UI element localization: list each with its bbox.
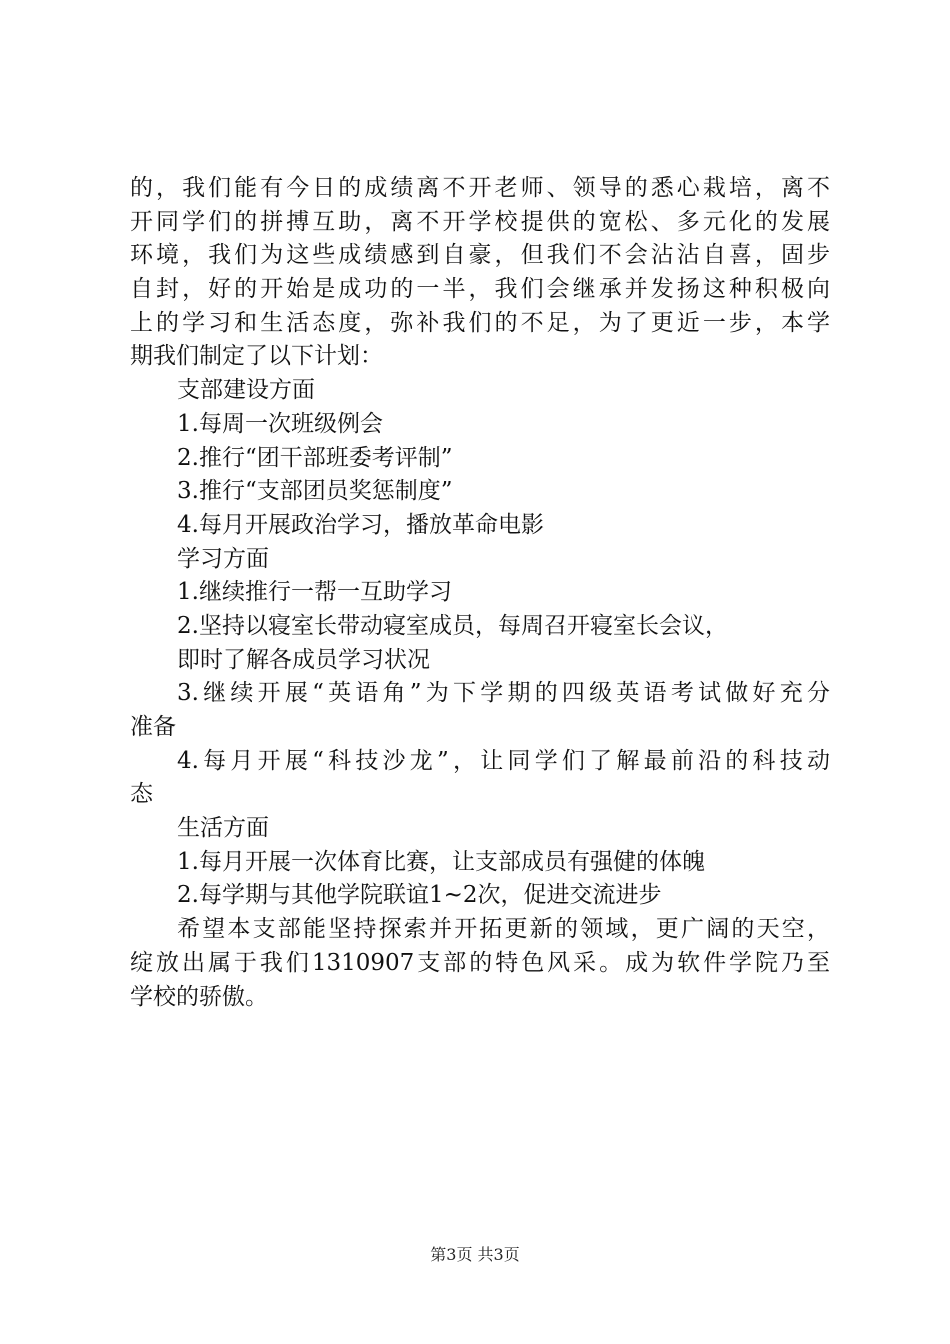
list-item: 2.推行“团干部班委考评制” bbox=[177, 444, 453, 471]
paragraph-line: 期我们制定了以下计划： bbox=[130, 343, 383, 370]
page-number-footer: 第3页 共3页 bbox=[430, 1245, 520, 1264]
closing-paragraph-line: 学校的骄傲。 bbox=[130, 983, 268, 1010]
closing-paragraph-line: 绽放出属于我们1310907支部的特色风采。成为软件学院乃至 bbox=[130, 949, 830, 976]
section-heading-life: 生活方面 bbox=[177, 815, 269, 842]
section-heading-branch-building: 支部建设方面 bbox=[177, 377, 315, 404]
list-item-continuation: 即时了解各成员学习状况 bbox=[177, 646, 430, 673]
section-heading-study: 学习方面 bbox=[177, 545, 269, 572]
list-item: 4.每月开展政治学习，播放革命电影 bbox=[177, 511, 544, 538]
paragraph-line: 的，我们能有今日的成绩离不开老师、领导的悉心栽培，离不 bbox=[130, 175, 830, 201]
list-item-continuation: 准备 bbox=[130, 714, 176, 740]
list-item: 1.每月开展一次体育比赛，让支部成员有强健的体魄 bbox=[177, 848, 705, 875]
closing-paragraph-line: 希望本支部能坚持探索并开拓更新的领域，更广阔的天空， bbox=[177, 916, 830, 943]
paragraph-line: 自封，好的开始是成功的一半，我们会继承并发扬这种积极向 bbox=[130, 276, 830, 303]
list-item: 3.继续开展“英语角”为下学期的四级英语考试做好充分 bbox=[177, 680, 830, 707]
list-item: 2.每学期与其他学院联谊1~2次，促进交流进步 bbox=[177, 882, 662, 909]
list-item: 2.坚持以寝室长带动寝室成员，每周召开寝室长会议， bbox=[177, 612, 728, 639]
paragraph-line: 上的学习和生活态度，弥补我们的不足，为了更近一步，本学 bbox=[130, 309, 830, 336]
list-item: 1.继续推行一帮一互助学习 bbox=[177, 579, 452, 606]
document-body bbox=[130, 172, 830, 1014]
list-item: 4.每月开展“科技沙龙”，让同学们了解最前沿的科技动 bbox=[177, 747, 830, 774]
list-item: 1.每周一次班级例会 bbox=[177, 410, 383, 437]
list-item-continuation: 态 bbox=[130, 781, 153, 808]
list-item: 3.推行“支部团员奖惩制度” bbox=[177, 478, 453, 505]
paragraph-line: 环境，我们为这些成绩感到自豪，但我们不会沾沾自喜，固步 bbox=[130, 242, 830, 269]
paragraph-line: 开同学们的拼搏互助，离不开学校提供的宽松、多元化的发展 bbox=[130, 208, 830, 235]
